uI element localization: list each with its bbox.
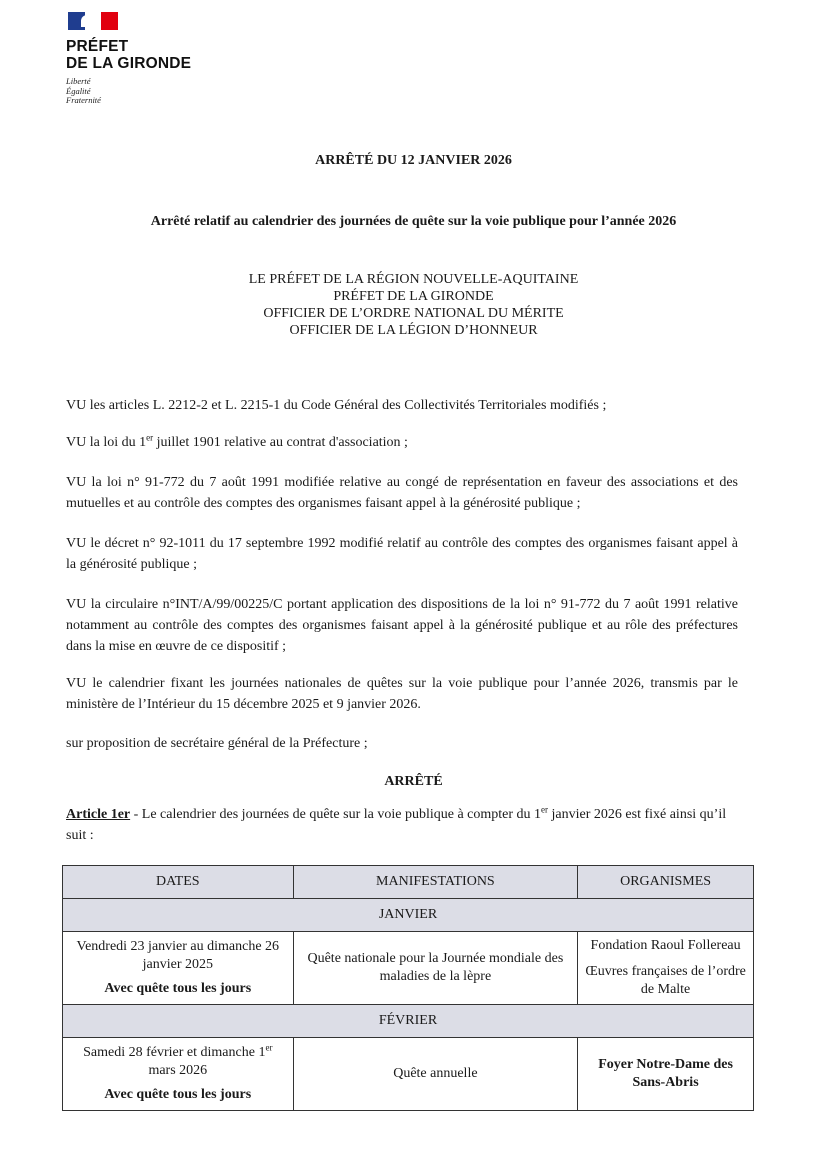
organisme-name: Œuvres françaises de l’ordre de Malte bbox=[585, 964, 746, 997]
proposal-paragraph: sur proposition de secrétaire général de la Préfecture ; bbox=[66, 736, 368, 751]
column-header-manifestations: MANIFESTATIONS bbox=[293, 866, 578, 899]
date-note: Avec quête tous les jours bbox=[104, 1087, 252, 1102]
authority-block bbox=[0, 271, 827, 339]
month-row-janvier bbox=[63, 899, 754, 932]
brand-line-2: DE LA GIRONDE bbox=[66, 55, 192, 72]
article-label: Article 1er bbox=[66, 807, 131, 822]
vu-paragraph: VU la loi du 1er juillet 1901 relative au contrat d'association ; bbox=[66, 432, 408, 450]
month-row-fevrier bbox=[63, 1005, 754, 1038]
vu-paragraph: VU la circulaire n°INT/A/99/00225/C portant application des dispositions de la loi n° 91-772 du 7 août 1991 relative notamment au contrôle des comptes des organismes faisant appel à la générosité publique et au rôle des préfectures dans la mise en œuvre de ce dispositif ; bbox=[66, 597, 738, 654]
article-1: Article 1er - Le calendrier des journées de quête sur la voie publique à compter du 1er janvier 2026 est fixé ainsi qu’il suit : bbox=[66, 804, 727, 843]
date-note: Avec quête tous les jours bbox=[104, 981, 252, 996]
table-row bbox=[63, 1038, 754, 1111]
date-cell bbox=[63, 932, 294, 1005]
vu-paragraph: VU le calendrier fixant les journées nationales de quêtes sur la voie publique pour l’année 2026, transmis par le ministère de l’Intérieur du 15 décembre 2025 et 9 janvier 2026. bbox=[66, 676, 738, 712]
organisme-cell: Foyer Notre-Dame des Sans-Abris bbox=[578, 1038, 754, 1111]
document-subtitle: Arrêté relatif au calendrier des journées de quête sur la voie publique pour l’année 2026 bbox=[150, 214, 677, 229]
column-header-dates: DATES bbox=[63, 866, 294, 899]
brand-line-1: PRÉFET bbox=[66, 38, 129, 55]
table-row bbox=[63, 932, 754, 1005]
authority-line: LE PRÉFET DE LA RÉGION NOUVELLE-AQUITAINE bbox=[248, 272, 579, 287]
document-title: ARRÊTÉ DU 12 JANVIER 2026 bbox=[315, 153, 512, 168]
organisme-name: Fondation Raoul Follereau bbox=[590, 938, 741, 953]
column-header-organismes: ORGANISMES bbox=[578, 866, 754, 899]
prefecture-logo bbox=[66, 12, 236, 106]
brand-name bbox=[66, 38, 236, 72]
event-cell: Quête nationale pour la Journée mondiale des maladies de la lèpre bbox=[293, 932, 578, 1005]
month-label: JANVIER bbox=[63, 899, 754, 932]
event-cell: Quête annuelle bbox=[293, 1038, 578, 1111]
authority-line: OFFICIER DE L’ORDRE NATIONAL DU MÉRITE bbox=[263, 306, 564, 321]
vu-paragraph: VU la loi n° 91-772 du 7 août 1991 modifiée relative au congé de représentation en faveur des associations et des mutuelles et au contrôle des comptes des organismes faisant appel à la générosité publique ; bbox=[66, 475, 738, 511]
date-text: Vendredi 23 janvier au dimanche 26 janvier 2025 bbox=[76, 939, 280, 972]
marianne-flag-icon bbox=[68, 12, 118, 30]
table-header-row bbox=[63, 866, 754, 899]
motto-egalite: Égalité bbox=[66, 85, 91, 96]
date-cell bbox=[63, 1038, 294, 1111]
vu-paragraph: VU les articles L. 2212-2 et L. 2215-1 du Code Général des Collectivités Territoriales modifiés ; bbox=[66, 398, 607, 413]
date-text: Samedi 28 février et dimanche 1er mars 2026 bbox=[83, 1042, 273, 1078]
authority-line: PRÉFET DE LA GIRONDE bbox=[333, 289, 494, 304]
arrete-heading: ARRÊTÉ bbox=[384, 774, 443, 789]
authority-line: OFFICIER DE LA LÉGION D’HONNEUR bbox=[289, 323, 538, 338]
month-label: FÉVRIER bbox=[63, 1005, 754, 1038]
vu-paragraph: VU le décret n° 92-1011 du 17 septembre 1992 modifié relatif au contrôle des comptes des organismes faisant appel à la générosité publique ; bbox=[66, 536, 738, 572]
motto-fraternite: Fraternité bbox=[66, 95, 101, 105]
organisme-cell bbox=[578, 932, 754, 1005]
calendar-table bbox=[62, 865, 754, 1111]
motto bbox=[66, 77, 236, 106]
motto-liberte: Liberté bbox=[66, 76, 91, 86]
